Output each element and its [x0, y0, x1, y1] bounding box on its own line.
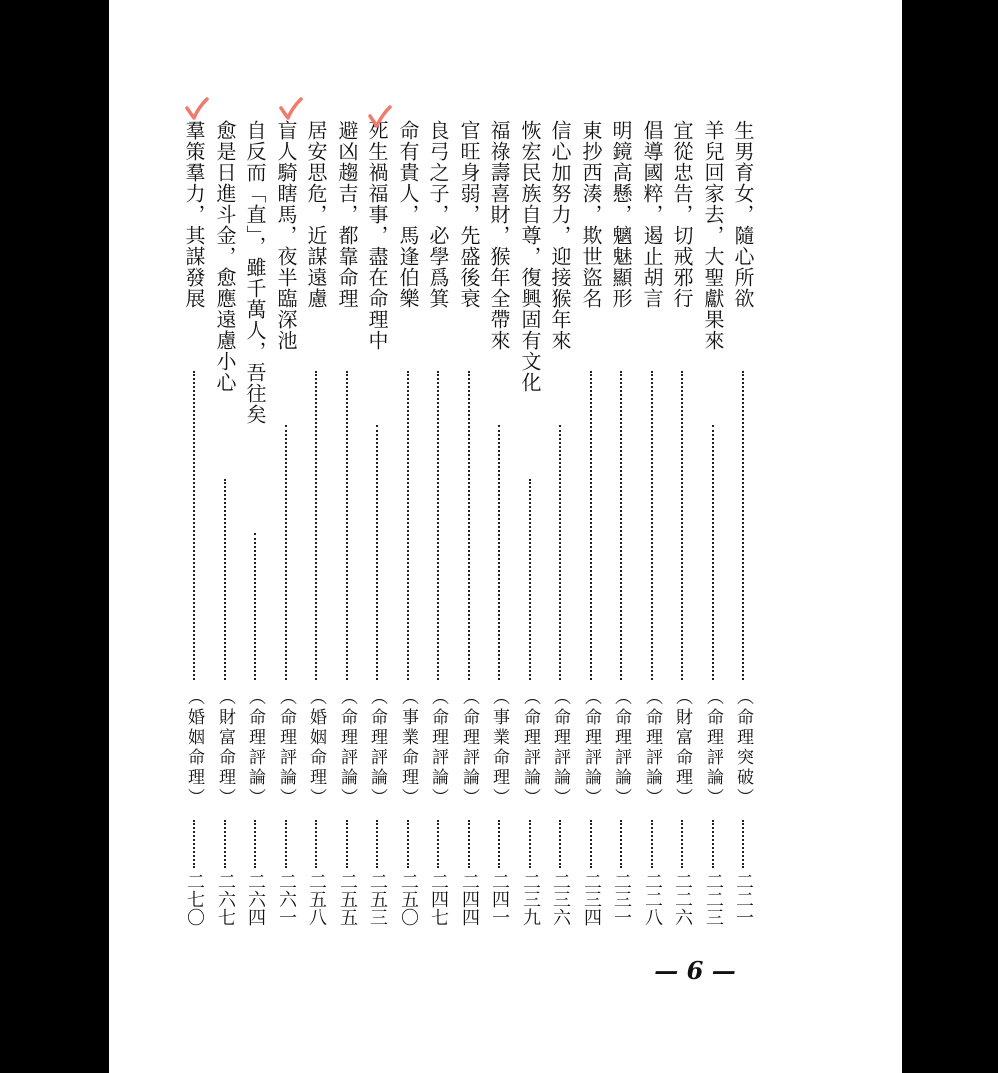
check-mark-icon: [278, 96, 304, 122]
leader-dots: [376, 425, 378, 680]
toc-entry-category: （事業命理）: [489, 688, 509, 808]
toc-entry: [730, 120, 756, 950]
leader-dots: [498, 820, 500, 868]
leader-dots: [498, 425, 500, 680]
toc-entry-page: 二六四: [245, 872, 266, 926]
leader-dots: [529, 479, 531, 680]
toc-entry-page: 二五〇: [398, 872, 419, 926]
toc-entry-title: 福祿壽喜財，猴年全帶來: [487, 120, 511, 351]
toc-entry-title: 官旺身弱，先盛後衰: [457, 120, 481, 309]
toc-entry-category: （命理評論）: [459, 688, 479, 808]
leader-dots: [407, 820, 409, 868]
toc-entry-title: 東抄西湊，欺世盜名: [579, 120, 603, 309]
toc-entry-category: （命理評論）: [367, 688, 387, 808]
leader-dots: [681, 820, 683, 868]
toc-entry: [669, 120, 695, 950]
toc-entry-category: （命理評論）: [428, 688, 448, 808]
toc-entry-page: 二六一: [276, 872, 297, 926]
book-page: [109, 0, 902, 1073]
toc-entry-page: 二三一: [611, 872, 632, 926]
toc-entry-page: 二四七: [428, 872, 449, 926]
toc-entry-category: （命理評論）: [550, 688, 570, 808]
leader-dots: [742, 820, 744, 868]
toc-entry-category: （命理評論）: [642, 688, 662, 808]
toc-entry-category: （婚姻命理）: [184, 688, 204, 808]
leader-dots: [315, 820, 317, 868]
check-mark-icon: [184, 96, 210, 122]
toc-entry: [395, 120, 421, 950]
toc-entry: [700, 120, 726, 950]
leader-dots: [224, 820, 226, 868]
toc-entry-category: （命理評論）: [703, 688, 723, 808]
leader-dots: [590, 371, 592, 680]
leader-dots: [193, 371, 195, 680]
leader-dots: [468, 371, 470, 680]
toc-entry-title: 明鏡高懸，魑魅顯形: [609, 120, 633, 309]
leader-dots: [376, 820, 378, 868]
toc-entry: [456, 120, 482, 950]
toc-entry: [242, 120, 268, 950]
toc-entry: [486, 120, 512, 950]
toc-entry-category: （命理評論）: [520, 688, 540, 808]
toc-entry-title: 羣策羣力，其謀發展: [182, 120, 206, 309]
toc-entry-title: 恢宏民族自尊，復興固有文化: [518, 120, 542, 393]
toc-entry-title: 死生禍福事，盡在命理中: [365, 120, 389, 351]
toc-entry: [639, 120, 665, 950]
leader-dots: [620, 371, 622, 680]
leader-dots: [193, 820, 195, 868]
leader-dots: [681, 371, 683, 680]
toc-entry-category: （命理突破）: [733, 688, 753, 808]
toc-entry-page: 二五三: [367, 872, 388, 926]
leader-dots: [346, 820, 348, 868]
toc-entry-title: 愈是日進斗金，愈應遠慮小心: [213, 120, 237, 393]
toc-entry-page: 二三六: [550, 872, 571, 926]
leader-dots: [559, 820, 561, 868]
toc-entry-category: （命理評論）: [581, 688, 601, 808]
leader-dots: [651, 820, 653, 868]
leader-dots: [437, 371, 439, 680]
toc-entry-page: 二七〇: [184, 872, 205, 926]
toc-entry: [303, 120, 329, 950]
toc-entry-page: 二三四: [581, 872, 602, 926]
leader-dots: [254, 820, 256, 868]
toc-entry-title: 自反而「直」，雖千萬人，吾往矣: [243, 120, 267, 425]
toc-entry-page: 二四四: [459, 872, 480, 926]
leader-dots: [285, 820, 287, 868]
leader-dots: [742, 371, 744, 680]
leader-dots: [224, 479, 226, 680]
toc-entry-title: 命有貴人，馬逢伯樂: [396, 120, 420, 309]
toc-entry-category: （命理評論）: [245, 688, 265, 808]
leader-dots: [254, 533, 256, 680]
toc-entry-page: 二二六: [672, 872, 693, 926]
toc-entry-category: （命理評論）: [611, 688, 631, 808]
toc-entry-category: （財富命理）: [672, 688, 692, 808]
toc-entry: [547, 120, 573, 950]
leader-dots: [468, 820, 470, 868]
leader-dots: [437, 820, 439, 868]
leader-dots: [712, 425, 714, 680]
toc-entry: [517, 120, 543, 950]
toc-entry: [181, 120, 207, 950]
toc-entry-title: 羊兒回家去，大聖獻果來: [701, 120, 725, 351]
leader-dots: [346, 371, 348, 680]
toc-entry-page: 二六七: [215, 872, 236, 926]
toc-entry-category: （婚姻命理）: [306, 688, 326, 808]
toc-entry-category: （事業命理）: [398, 688, 418, 808]
leader-dots: [651, 371, 653, 680]
check-mark-icon: [367, 104, 393, 130]
toc-entry-page: 二二一: [733, 872, 754, 926]
toc-entry: [425, 120, 451, 950]
toc-entry-title: 避凶趨吉，都靠命理: [335, 120, 359, 309]
leader-dots: [559, 425, 561, 680]
leader-dots: [529, 820, 531, 868]
toc-entry: [212, 120, 238, 950]
leader-dots: [712, 820, 714, 868]
toc-entry-category: （財富命理）: [215, 688, 235, 808]
toc-entry: [334, 120, 360, 950]
toc-entry-title: 宜從忠告，切戒邪行: [670, 120, 694, 309]
toc-entry-page: 二三九: [520, 872, 541, 926]
toc-entry-page: 二二八: [642, 872, 663, 926]
toc-entry: [273, 120, 299, 950]
toc-entry: [364, 120, 390, 950]
leader-dots: [285, 425, 287, 680]
leader-dots: [407, 371, 409, 680]
toc-entry-title: 倡導國粹，遏止胡言: [640, 120, 664, 309]
page-number: — 6 —: [654, 956, 736, 985]
toc-entry-title: 盲人騎瞎馬，夜半臨深池: [274, 120, 298, 351]
toc-entry-title: 居安思危，近謀遠慮: [304, 120, 328, 309]
toc-entry-page: 二四一: [489, 872, 510, 926]
leader-dots: [590, 820, 592, 868]
toc-entry: [578, 120, 604, 950]
toc-entry: [608, 120, 634, 950]
toc-entry-category: （命理評論）: [276, 688, 296, 808]
toc-entry-page: 二二三: [703, 872, 724, 926]
toc-entry-page: 二五五: [337, 872, 358, 926]
toc-entry-title: 信心加努力，迎接猴年來: [548, 120, 572, 351]
toc-entry-title: 良弓之子，必學爲箕: [426, 120, 450, 309]
leader-dots: [620, 820, 622, 868]
leader-dots: [315, 371, 317, 680]
toc-entry-page: 二五八: [306, 872, 327, 926]
toc-entry-title: 生男育女，隨心所欲: [731, 120, 755, 309]
toc-entry-category: （命理評論）: [337, 688, 357, 808]
